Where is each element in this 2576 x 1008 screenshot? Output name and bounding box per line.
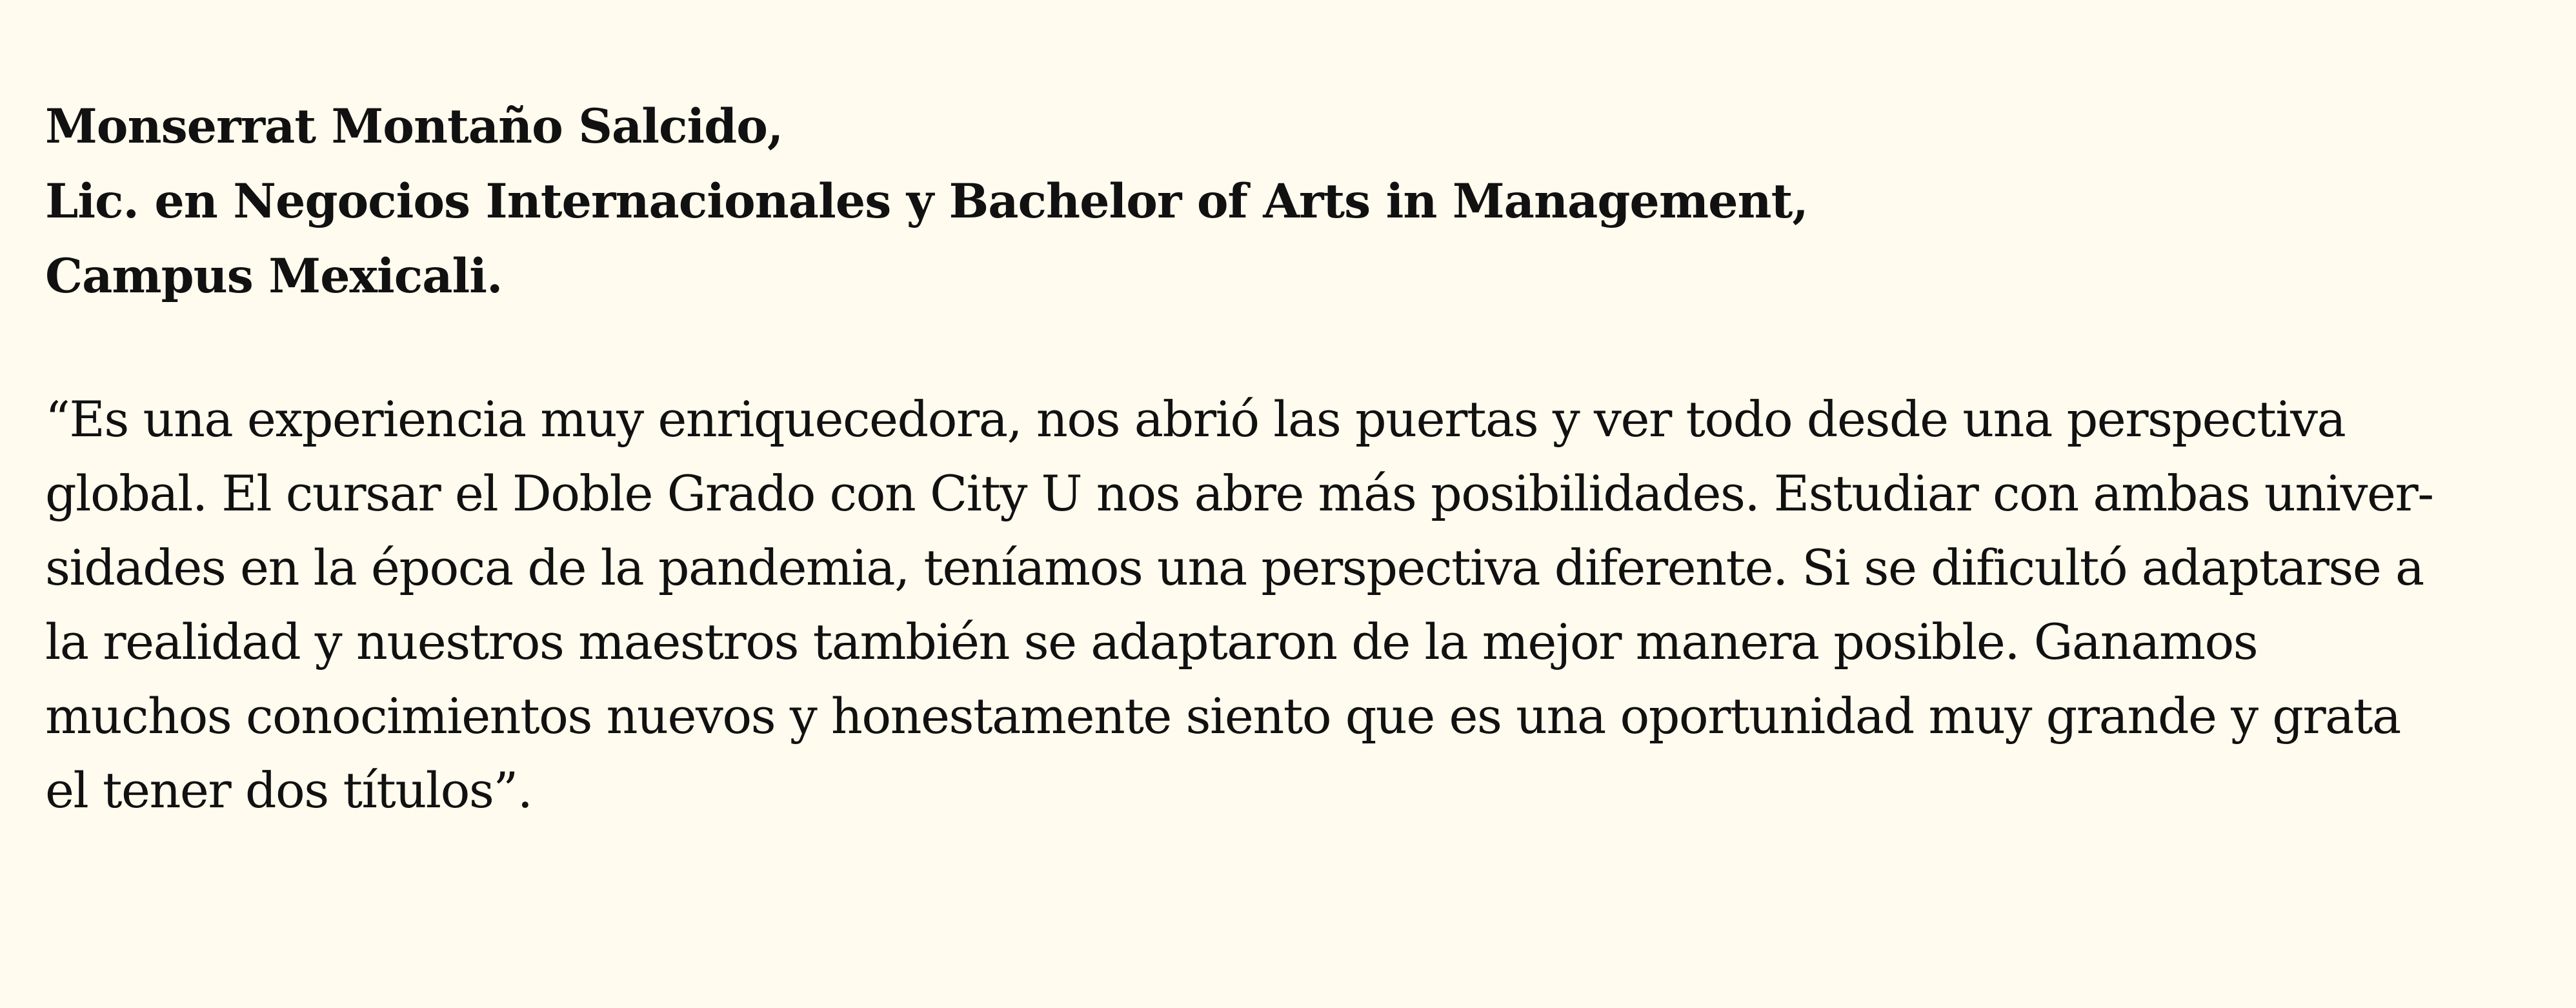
quote-line: muchos conocimientos nuevos y honestamente siento que es una oportunidad muy grande y grata — [45, 687, 2400, 745]
quote-line: sidades en la época de la pandemia, teníamos una perspectiva diferente. Si se dificultó adaptarse a — [45, 539, 2424, 596]
quote-line: la realidad y nuestros maestros también se adaptaron de la mejor manera posible. Ganamos — [45, 613, 2258, 670]
testimonial-quote — [45, 382, 2536, 827]
author-degree: Lic. en Negocios Internacionales y Bachelor of Arts in Management, — [45, 174, 1808, 229]
testimonial-author-heading — [45, 89, 2536, 314]
author-campus: Campus Mexicali. — [45, 248, 503, 304]
quote-line: el tener dos títulos”. — [45, 761, 532, 819]
author-name: Monserrat Montaño Salcido, — [45, 99, 783, 154]
quote-line: global. El cursar el Doble Grado con City U nos abre más posibilidades. Estudiar con ambas univer- — [45, 465, 2433, 522]
quote-line: “Es una experiencia muy enriquecedora, nos abrió las puertas y ver todo desde una perspectiva — [45, 390, 2346, 448]
